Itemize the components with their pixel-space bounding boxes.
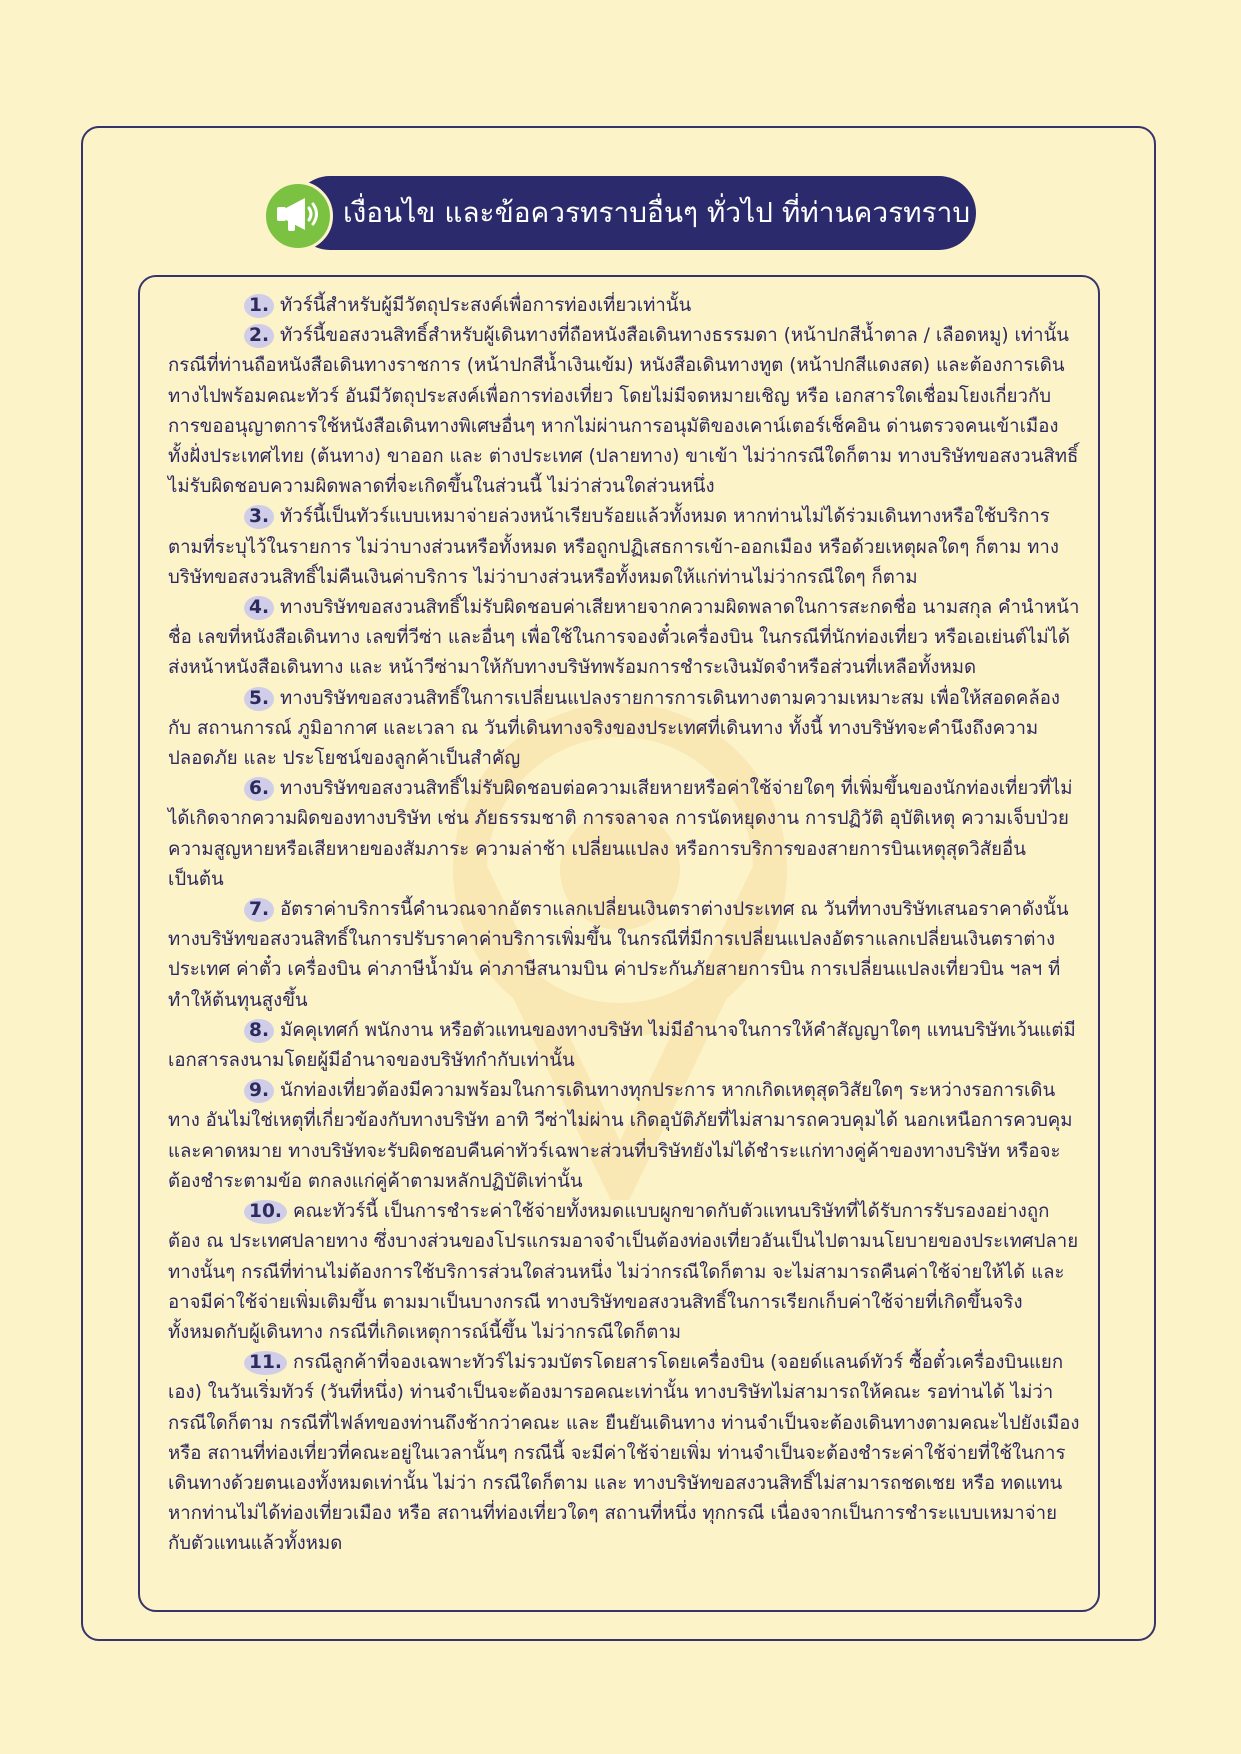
page-title: เงื่อนไข และข้อควรทราบอื่นๆ ทั่วไป ที่ท่านควรทราบ (343, 196, 971, 229)
term-text: อัตราค่าบริการนี้คำนวณจากอัตราแลกเปลี่ยนเงินตราต่างประเทศ ณ วันที่ทางบริษัทเสนอราคาดังนั้น ทางบริษัทขอสงวนสิทธิ์ในการปรับราคาค่าบริการเพิ่มขึ้น ในกรณีที่มีการเปลี่ยนแปลงอัตราแลกเปลี่ยนเงินตราต่างประเทศ ค่าตั๋ว เครื่องบิน ค่าภาษีน้ำมัน ค่าภาษีสนามบิน ค่าประกันภัยสายการบิน การเปลี่ยนแปลงเที่ยวบิน ฯลฯ ที่ทำให้ต้นทุนสูงขึ้น (168, 899, 1069, 1011)
term-item (168, 774, 1080, 895)
term-number: 7. (244, 898, 274, 922)
term-number: 6. (244, 777, 274, 801)
term-text: กรณีลูกค้าที่จองเฉพาะทัวร์ไม่รวมบัตรโดยสารโดยเครื่องบิน (จอยด์แลนด์ทัวร์ ซื้อตั๋วเครื่องบินแยกเอง) ในวันเริ่มทัวร์ (วันที่หนึ่ง) ท่านจำเป็นจะต้องมารอคณะเท่านั้น ทางบริษัทไม่สามารถให้คณะ รอท่านได้ ไม่ว่ากรณีใดก็ตาม กรณีที่ไฟล์ทของท่านถึงช้ากว่าคณะ และ ยืนยันเดินทาง ท่านจำเป็นจะต้องเดินทางตามคณะไปยังเมือง หรือ สถานที่ท่องเที่ยวที่คณะอยู่ในเวลานั้นๆ กรณีนี้ จะมีค่าใช้จ่ายเพิ่ม ท่านจำเป็นจะต้องชำระค่าใช้จ่ายที่ใช้ในการเดินทางด้วยตนเองทั้งหมดเท่านั้น ไม่ว่า กรณีใดก็ตาม และ ทางบริษัทขอสงวนสิทธิ์ไม่สามารถชดเชย หรือ ทดแทน หากท่านไม่ได้ท่องเที่ยวเมือง หรือ สถานที่ท่องเที่ยวใดๆ สถานที่หนึ่ง ทุกกรณี เนื่องจากเป็นการชำระแบบเหมาจ่ายกับตัวแทนแล้วทั้งหมด (168, 1352, 1080, 1555)
term-text: ทัวร์นี้เป็นทัวร์แบบเหมาจ่ายล่วงหน้าเรียบร้อยแล้วทั้งหมด หากท่านไม่ได้ร่วมเดินทางหรือใช้บริการตามที่ระบุไว้ในรายการ ไม่ว่าบางส่วนหรือทั้งหมด หรือถูกปฏิเสธการเข้า-ออกเมือง หรือด้วยเหตุผลใดๆ ก็ตาม ทางบริษัทขอสงวนสิทธิ์ไม่คืนเงินค่าบริการ ไม่ว่าบางส่วนหรือทั้งหมดให้แก่ท่านไม่ว่ากรณีใดๆ ก็ตาม (168, 506, 1059, 588)
term-number: 8. (244, 1019, 274, 1043)
term-item (168, 1016, 1080, 1076)
term-item (168, 502, 1080, 593)
term-item (168, 1197, 1080, 1348)
term-number: 4. (244, 596, 274, 620)
term-item (168, 1076, 1080, 1197)
term-text: ทางบริษัทขอสงวนสิทธิ์ในการเปลี่ยนแปลงรายการการเดินทางตามความเหมาะสม เพื่อให้สอดคล้องกับ สถานการณ์ ภูมิอากาศ และเวลา ณ วันที่เดินทางจริงของประเทศที่เดินทาง ทั้งนี้ ทางบริษัทจะคำนึงถึงความปลอดภัย และ ประโยชน์ของลูกค้าเป็นสำคัญ (168, 687, 1060, 770)
megaphone-badge (263, 181, 333, 251)
term-item (168, 895, 1080, 1016)
term-text: นักท่องเที่ยวต้องมีความพร้อมในการเดินทางทุกประการ หากเกิดเหตุสุดวิสัยใดๆ ระหว่างรอการเดินทาง อันไม่ใช่เหตุที่เกี่ยวข้องกับทางบริษัท อาทิ วีซ่าไม่ผ่าน เกิดอุบัติภัยที่ไม่สามารถควบคุมได้ นอกเหนือการควบคุมและคาดหมาย ทางบริษัทจะรับผิดชอบคืนค่าทัวร์เฉพาะส่วนที่บริษัทยังไม่ได้ชำระแก่ทางคู่ค้าของทางบริษัท หรือจะต้องชำระตามข้อ ตกลงแก่คู่ค้าตามหลักปฏิบัติเท่านั้น (168, 1080, 1073, 1192)
terms-list (168, 291, 1080, 1560)
term-number: 2. (244, 324, 274, 348)
term-number: 3. (244, 505, 274, 529)
term-number: 10. (244, 1200, 287, 1224)
term-item (168, 684, 1080, 775)
term-item (168, 1348, 1080, 1559)
term-text: มัคคุเทศก์ พนักงาน หรือตัวแทนของทางบริษัท ไม่มีอำนาจในการให้คำสัญญาใดๆ แทนบริษัทเว้นแต่มีเอกสารลงนามโดยผู้มีอำนาจของบริษัทกำกับเท่านั้น (168, 1019, 1076, 1072)
term-number: 9. (244, 1079, 274, 1103)
term-number: 1. (244, 294, 274, 318)
header-banner (263, 176, 976, 250)
term-text: ทางบริษัทขอสงวนสิทธิ์ไม่รับผิดชอบค่าเสียหายจากความผิดพลาดในการสะกดชื่อ นามสกุล คำนำหน้าชื่อ เลขที่หนังสือเดินทาง เลขที่วีซ่า และอื่นๆ เพื่อใช้ในการจองตั๋วเครื่องบิน ในกรณีที่นักท่องเที่ยว หรือเอเย่นต์ไม่ได้ส่งหน้าหนังสือเดินทาง และ หน้าวีซ่ามาให้กับทางบริษัทพร้อมการชำระเงินมัดจำหรือส่วนที่เหลือทั้งหมด (168, 597, 1080, 679)
term-text: ทัวร์นี้สำหรับผู้มีวัตถุประสงค์เพื่อการท่องเที่ยวเท่านั้น (280, 295, 692, 316)
term-text: ทัวร์นี้ขอสงวนสิทธิ์สำหรับผู้เดินทางที่ถือหนังสือเดินทางธรรมดา (หน้าปกสีน้ำตาล / เลือดหมู) เท่านั้น กรณีที่ท่านถือหนังสือเดินทางราชการ (หน้าปกสีน้ำเงินเข้ม) หนังสือเดินทางทูต (หน้าปกสีแดงสด) และต้องการเดินทางไปพร้อมคณะทัวร์ อันมีวัตถุประสงค์เพื่อการท่องเที่ยว โดยไม่มีจดหมายเชิญ หรือ เอกสารใดเชื่อมโยงเกี่ยวกับการขออนุญาตการใช้หนังสือเดินทางพิเศษอื่นๆ หากไม่ผ่านการอนุมัติของเคาน์เตอร์เช็คอิน ด่านตรวจคนเข้าเมือง ทั้งฝั่งประเทศไทย (ต้นทาง) ขาออก และ ต่างประเทศ (ปลายทาง) ขาเข้า ไม่ว่ากรณีใดก็ตาม ทางบริษัทขอสงวนสิทธิ์ไม่รับผิดชอบความผิดพลาดที่จะเกิดขึ้นในส่วนนี้ ไม่ว่าส่วนใดส่วนหนึ่ง (168, 325, 1079, 498)
term-number: 11. (244, 1351, 287, 1375)
term-text: คณะทัวร์นี้ เป็นการชำระค่าใช้จ่ายทั้งหมดแบบผูกขาดกับตัวแทนบริษัทที่ได้รับการรับรองอย่างถูกต้อง ณ ประเทศปลายทาง ซึ่งบางส่วนของโปรแกรมอาจจำเป็นต้องท่องเที่ยวอันเป็นไปตามนโยบายของประเทศปลายทางนั้นๆ กรณีที่ท่านไม่ต้องการใช้บริการส่วนใดส่วนหนึ่ง ไม่ว่ากรณีใดก็ตาม จะไม่สามารถคืนค่าใช้จ่ายให้ได้ และ อาจมีค่าใช้จ่ายเพิ่มเติมขึ้น ตามมาเป็นบางกรณี ทางบริษัทขอสงวนสิทธิ์ในการเรียกเก็บค่าใช้จ่ายที่เกิดขึ้นจริงทั้งหมดกับผู้เดินทาง กรณีที่เกิดเหตุการณ์นี้ขึ้น ไม่ว่ากรณีใดก็ตาม (168, 1201, 1079, 1343)
term-item (168, 593, 1080, 684)
term-number: 5. (244, 687, 274, 711)
term-text: ทางบริษัทขอสงวนสิทธิ์ไม่รับผิดชอบต่อความเสียหายหรือค่าใช้จ่ายใดๆ ที่เพิ่มขึ้นของนักท่องเที่ยวที่ไม่ได้เกิดจากความผิดของทางบริษัท เช่น ภัยธรรมชาติ การจลาจล การนัดหยุดงาน การปฏิวัติ อุบัติเหตุ ความเจ็บป่วย ความสูญหายหรือเสียหายของสัมภาระ ความล่าช้า เปลี่ยนแปลง หรือการบริการของสายการบินเหตุสุดวิสัยอื่น เป็นต้น (168, 778, 1073, 890)
term-item (168, 321, 1080, 502)
term-item (168, 291, 1080, 321)
megaphone-icon (275, 195, 321, 235)
